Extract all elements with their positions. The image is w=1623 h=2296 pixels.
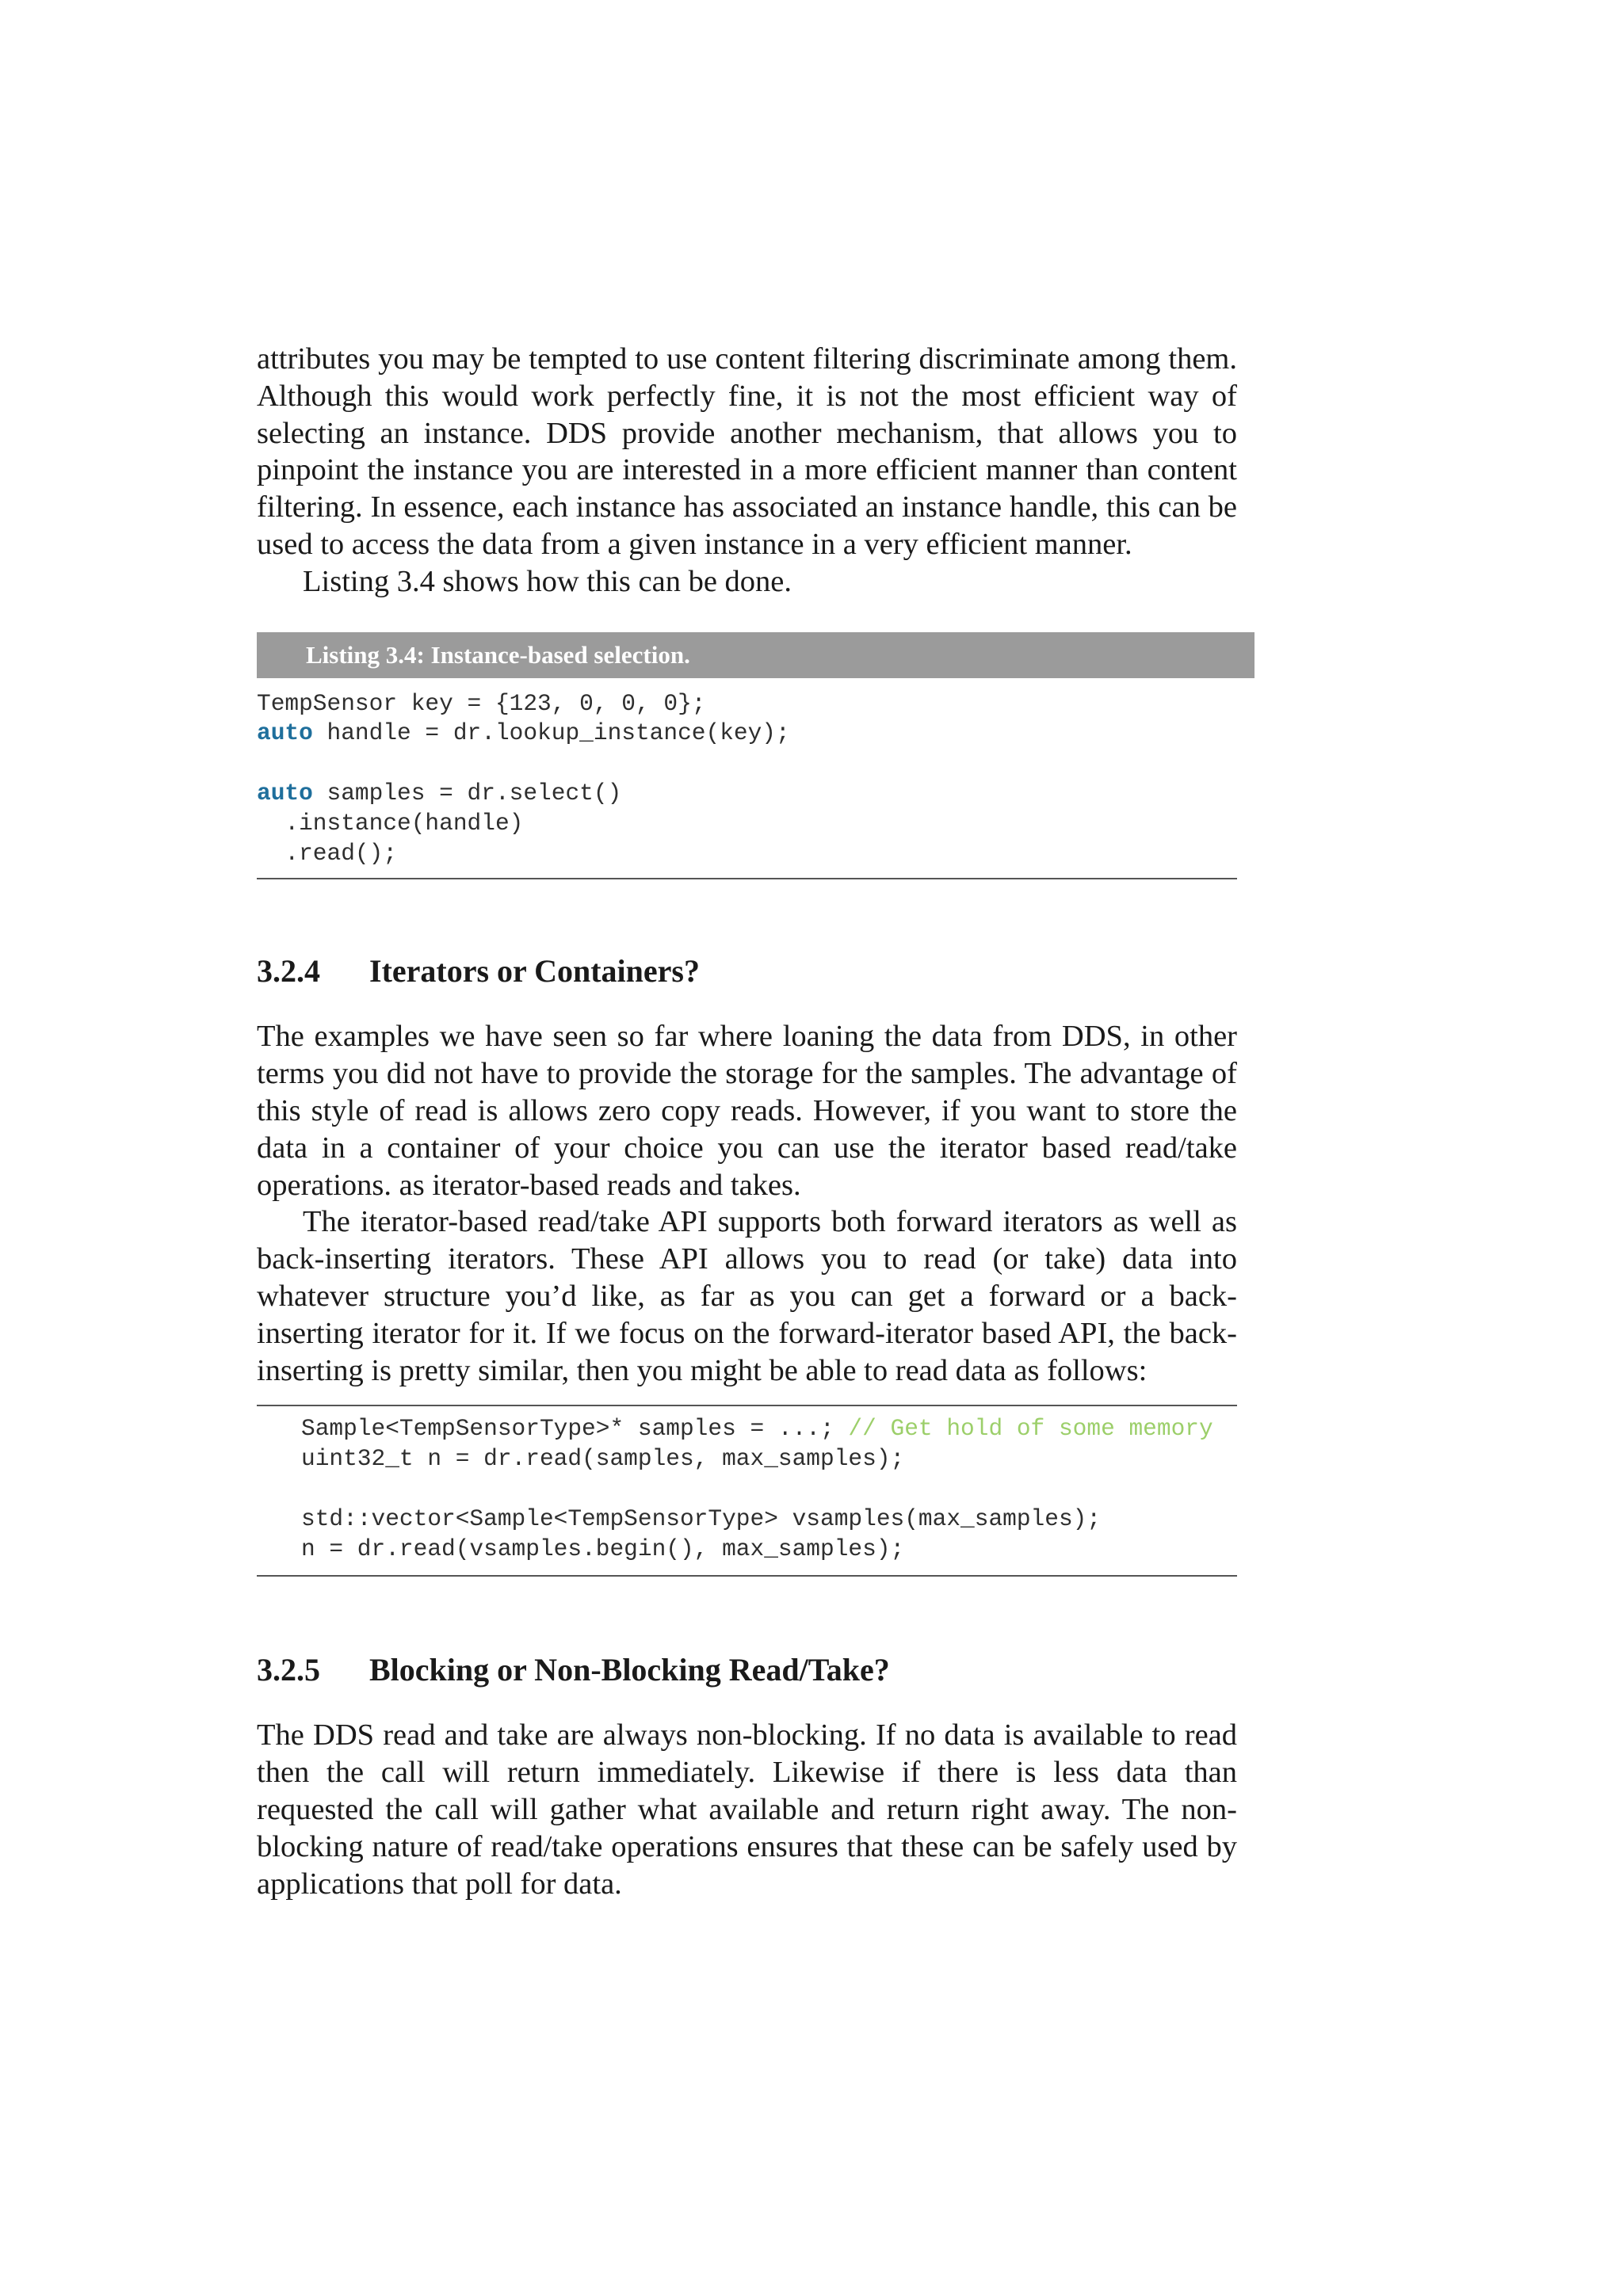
section-title: Iterators or Containers? bbox=[369, 953, 700, 990]
code-line: std::vector<Sample<TempSensorType> vsamples(max_samples); bbox=[301, 1505, 1102, 1532]
section-number: 3.2.5 bbox=[257, 1652, 320, 1688]
code-keyword: auto bbox=[257, 779, 313, 807]
section-paragraph: The examples we have seen so far where loaning the data from DDS, in other terms you did not have to provide the storage for the samples. The advantage of this style of read is allows zero copy reads. However, if you want to store the data in a container of your choice you can use the iterator based read/take operations. as iterator-based reads and takes. bbox=[257, 1020, 1237, 1202]
code-line: auto samples = dr.select() bbox=[257, 779, 622, 807]
code-comment: // Get hold of some memory bbox=[848, 1415, 1213, 1443]
code-blank-line bbox=[301, 1474, 1237, 1505]
code-line: n = dr.read(vsamples.begin(), max_samples); bbox=[301, 1535, 905, 1562]
code-line: Sample<TempSensorType>* samples = ...; // Get hold of some memory bbox=[301, 1415, 1213, 1443]
code-keyword: auto bbox=[257, 719, 313, 747]
section-heading-3-2-5 bbox=[257, 1651, 1237, 1688]
section-paragraph: The iterator-based read/take API supports both forward iterators as well as back-inserting iterators. These API allows you to read (or take) data into whatever structure you’d like, as far as you can get a forward or a back-inserting iterator for it. If we focus on the forward-iterator based API, the back-inserting is pretty similar, then you might be able to read data as follows: bbox=[257, 1205, 1237, 1387]
section-paragraph: The DDS read and take are always non-blocking. If no data is available to read then the call will return immediately. Likewise if there is less data than requested the call will gather what available and return right away. The non-blocking nature of read/take operations ensures that these can be safely used by applications that poll for data. bbox=[257, 1718, 1237, 1901]
section-title: Blocking or Non-Blocking Read/Take? bbox=[369, 1652, 890, 1688]
section-number: 3.2.4 bbox=[257, 953, 320, 990]
section-heading-3-2-4 bbox=[257, 952, 1237, 990]
code-line: .instance(handle) bbox=[257, 809, 524, 837]
code-line: TempSensor key = {123, 0, 0, 0}; bbox=[257, 689, 706, 717]
code-line: uint32_t n = dr.read(samples, max_samples); bbox=[301, 1445, 905, 1473]
listing-reference-paragraph: Listing 3.4 shows how this can be done. bbox=[303, 564, 792, 598]
iterator-code-block bbox=[257, 1405, 1237, 1577]
listing-code-block bbox=[257, 678, 1237, 880]
page-content bbox=[257, 341, 1237, 1902]
code-line: auto handle = dr.lookup_instance(key); bbox=[257, 719, 790, 747]
intro-paragraph: attributes you may be tempted to use content filtering discriminate among them. Although this would work perfectly fine, it is not the most efficient way of selecting an instance. DDS provide another mechanism, that allows you to pinpoint the instance you are interested in a more efficient manner than content filtering. In essence, each instance has associated an instance handle, this can be used to access the data from a given instance in a very efficient manner. bbox=[257, 342, 1237, 561]
listing-caption: Listing 3.4: Instance-based selection. bbox=[257, 632, 1254, 678]
code-line: .read(); bbox=[257, 839, 398, 867]
code-blank-line bbox=[257, 749, 1237, 779]
